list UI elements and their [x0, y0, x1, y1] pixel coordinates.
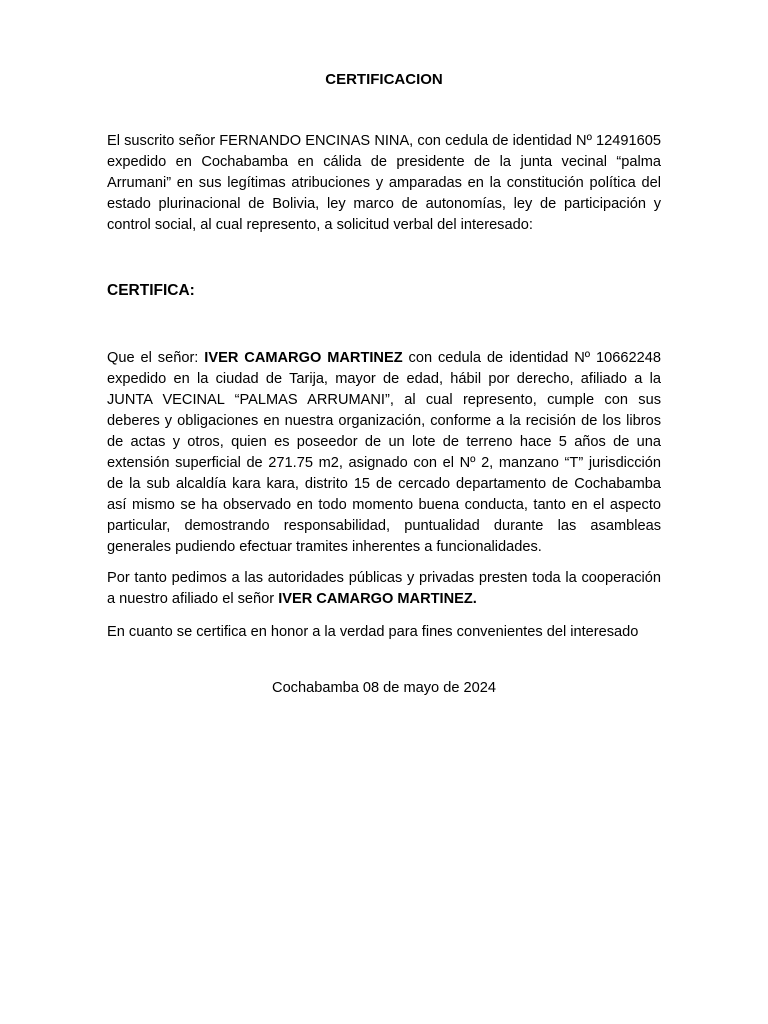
document-title: CERTIFICACION [325, 71, 443, 88]
section-heading: CERTIFICA: [107, 282, 195, 299]
certification-body-paragraph [107, 348, 661, 558]
closing-paragraph: En cuanto se certifica en honor a la verdad para fines convenientes del interesado [107, 624, 639, 640]
body-prefix: Que el señor: [107, 350, 205, 366]
intro-paragraph: El suscrito señor FERNANDO ENCINAS NINA, con cedula de identidad Nº 12491605 expedido en Cochabamba en cálida de presidente de la junta vecinal “palma Arrumani” en sus legítimas atribuciones y amparadas en la constitución política del estado plurinacional de Bolivia, ley marco de autonomías, ley de participación y control social, al cual represento, a solicitud verbal del interesado: [107, 133, 661, 233]
request-paragraph [107, 568, 661, 610]
body-text: con cedula de identidad Nº 10662248 expedido en la ciudad de Tarija, mayor de edad, hábil por derecho, afiliado a la JUNTA VECINAL “PALMAS ARRUMANI”, al cual represento, cumple con sus deberes y obligaciones en nuestra organización, conforme a la recisión de los libros de actas y otros, quien es poseedor de un lote de terreno hace 5 años de una extensión superficial de 271.75 m2, asignado con el Nº 2, manzano “T” jurisdicción de la sub alcaldía kara kara, distrito 15 de cercado departamento de Cochabamba así mismo se ha observado en todo momento buena conducta, tanto en el aspecto particular, demostrando responsabilidad, puntualidad durante las asambleas generales pudiendo efectuar tramites inherentes a funcionalidades. [107, 350, 661, 555]
affiliate-name: IVER CAMARGO MARTINEZ [204, 350, 403, 366]
document-date: Cochabamba 08 de mayo de 2024 [272, 680, 496, 696]
request-text: Por tanto pedimos a las autoridades públicas y privadas presten toda la cooperación a nuestro afiliado el señor [107, 570, 661, 607]
request-affiliate-name: IVER CAMARGO MARTINEZ. [278, 591, 477, 607]
